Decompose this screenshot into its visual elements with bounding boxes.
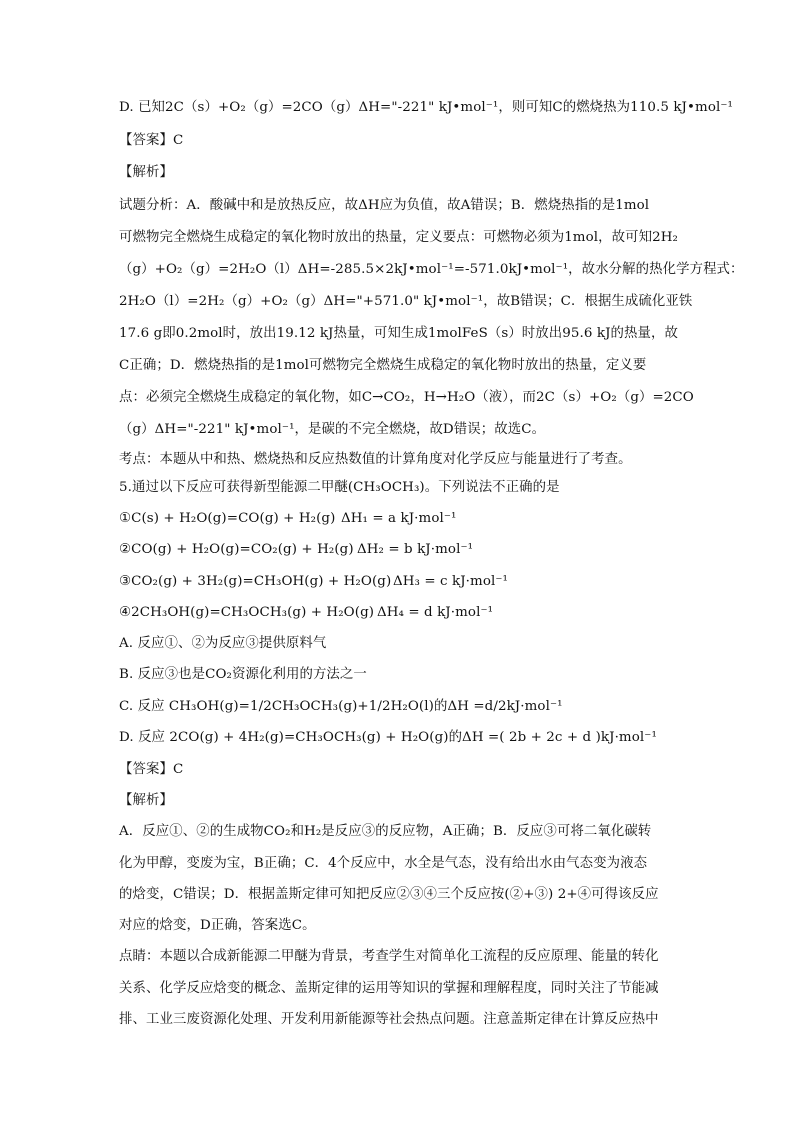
- q5-reaction-4: [119, 603, 679, 623]
- q4-analysis-line: C正确；D．燃烧热指的是1mol可燃物完全燃烧生成稳定的氧化物时放出的热量，定义要: [119, 358, 647, 373]
- q5-reaction-2: [119, 540, 679, 560]
- q5-option-c: C. 反应 CH₃OH(g)=1/2CH₃OCH₃(g)+1/2H₂O(l)的ΔH =d/2kJ·mol⁻¹: [119, 699, 563, 714]
- q4-analysis-line: 点：必须完全燃烧生成稳定的氧化物，如C→CO₂，H→H₂O（液），而2C（s）+O₂（g）=2CO: [119, 390, 694, 405]
- q4-analysis-header: 【解析】: [119, 165, 173, 180]
- q5-answer: 【答案】C: [119, 762, 184, 777]
- q4-analysis-line: （g）+O₂（g）=2H₂O（l）ΔH=-285.5×2kJ•mol⁻¹=-571.0kJ•mol⁻¹，故水分解的热化学方程式：: [119, 262, 744, 277]
- q4-analysis-line: 2H₂O（l）=2H₂（g）+O₂（g）ΔH="+571.0" kJ•mol⁻¹，故B错误；C．根据生成硫化亚铁: [119, 294, 693, 309]
- reaction-enthalpy: ΔH₂ = b kJ·mol⁻¹: [357, 542, 474, 557]
- reaction-enthalpy: ΔH₃ = c kJ·mol⁻¹: [393, 574, 509, 589]
- q4-analysis-line: 17.6 g即0.2mol时，放出19.12 kJ热量，可知生成1molFeS（s）时放出95.6 kJ的热量，故: [119, 326, 678, 341]
- reaction-equation: ④2CH₃OH(g)=CH₃OCH₃(g) + H₂O(g): [119, 605, 375, 620]
- q5-reaction-1: [119, 509, 679, 529]
- q5-option-a: A. 反应①、②为反应③提供原料气: [119, 636, 327, 651]
- q5-analysis-line: 对应的焓变，D正确，答案选C。: [119, 918, 316, 933]
- q5-dianjing-line: 关系、化学反应焓变的概念、盖斯定律的运用等知识的掌握和理解程度，同时关注了节能减: [119, 981, 659, 996]
- q5-dianjing-line: 排、工业三废资源化处理、开发利用新能源等社会热点问题。注意盖斯定律在计算反应热中: [119, 1012, 659, 1027]
- reaction-equation: ③CO₂(g) + 3H₂(g)=CH₃OH(g) + H₂O(g): [119, 574, 392, 589]
- q4-option-d: D. 已知2C（s）+O₂（g）=2CO（g）ΔH="-221" kJ•mol⁻¹，则可知C的燃烧热为110.5 kJ•mol⁻¹: [119, 100, 733, 115]
- q4-kaodian: 考点：本题从中和热、燃烧热和反应热数值的计算角度对化学反应与能量进行了考查。: [119, 452, 632, 467]
- q5-analysis-line: 的焓变，C错误；D．根据盖斯定律可知把反应②③④三个反应按(②+③) 2+④可得该反应: [119, 887, 659, 902]
- q5-option-d: D. 反应 2CO(g) + 4H₂(g)=CH₃OCH₃(g) + H₂O(g)的ΔH =( 2b + 2c + d )kJ·mol⁻¹: [119, 730, 657, 745]
- q5-analysis-header: 【解析】: [119, 793, 173, 808]
- q5-option-b: B. 反应③也是CO₂资源化利用的方法之一: [119, 667, 367, 682]
- q5-analysis-line: 化为甲醇，变废为宝，B正确；C．4个反应中，水全是气态，没有给出水由气态变为液态: [119, 856, 648, 871]
- q4-answer: 【答案】C: [119, 133, 184, 148]
- reaction-equation: ②CO(g) + H₂O(g)=CO₂(g) + H₂(g): [119, 542, 354, 557]
- q4-analysis-line: （g）ΔH="-221" kJ•mol⁻¹，是碳的不完全燃烧，故D错误；故选C。: [119, 422, 546, 437]
- q5-reaction-3: [119, 572, 679, 592]
- reaction-enthalpy: ΔH₁ = a kJ·mol⁻¹: [341, 511, 457, 526]
- q5-dianjing-line: 点睛：本题以合成新能源二甲醚为背景，考查学生对简单化工流程的反应原理、能量的转化: [119, 949, 659, 964]
- q4-analysis-line: 可燃物完全燃烧生成稳定的氧化物时放出的热量，定义要点：可燃物必须为1mol，故可知2H₂: [119, 230, 678, 245]
- q5-analysis-line: A．反应①、②的生成物CO₂和H₂是反应③的反应物，A正确；B．反应③可将二氧化碳转: [119, 824, 652, 839]
- reaction-equation: ①C(s) + H₂O(g)=CO(g) + H₂(g): [119, 511, 336, 526]
- q5-stem: 5.通过以下反应可获得新型能源二甲醚(CH₃OCH₃)。下列说法不正确的是: [119, 480, 560, 495]
- q4-analysis-line: 试题分析：A．酸碱中和是放热反应，故ΔH应为负值，故A错误；B．燃烧热指的是1mol: [119, 198, 650, 213]
- reaction-enthalpy: ΔH₄ = d kJ·mol⁻¹: [377, 605, 494, 620]
